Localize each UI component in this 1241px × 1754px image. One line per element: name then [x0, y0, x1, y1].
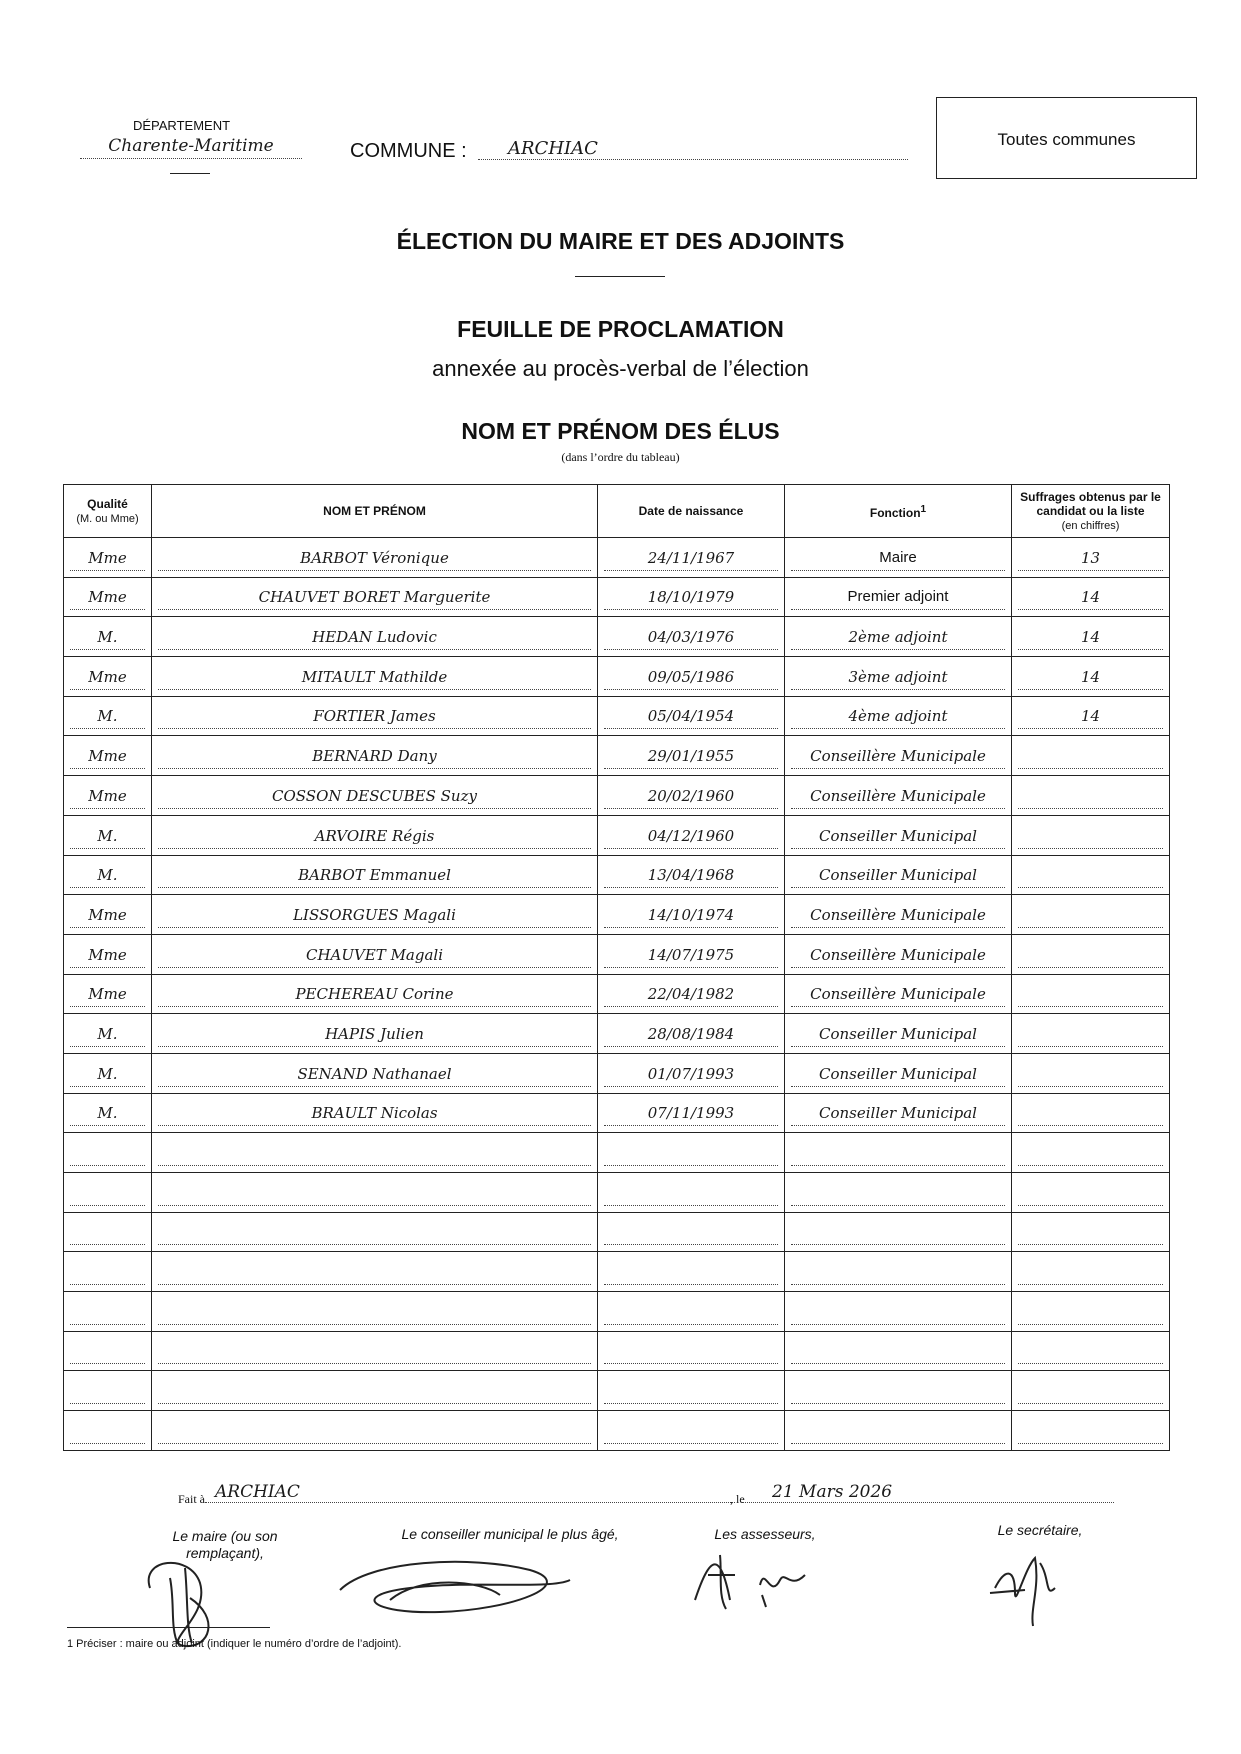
cell-nom: [152, 1053, 598, 1093]
cell-qualite: [64, 538, 152, 578]
cell-nom: [152, 855, 598, 895]
qualite-value: M.: [70, 824, 145, 849]
header-nom-label: NOM ET PRÉNOM: [323, 504, 426, 518]
cell-nom: [152, 974, 598, 1014]
cell-qualite: [64, 577, 152, 617]
suffrages-value: [1018, 1101, 1163, 1126]
cell-qualite: [64, 1093, 152, 1133]
nom-value: SENAND Nathanael: [158, 1062, 591, 1087]
suffrages-value: 14: [1018, 585, 1163, 610]
nom-value: COSSON DESCUBES Suzy: [158, 784, 591, 809]
cell-fonction: [785, 1133, 1012, 1173]
title-divider: [575, 276, 665, 277]
header-date-label: Date de naissance: [638, 504, 744, 518]
cell-fonction: [785, 895, 1012, 935]
nom-value: LISSORGUES Magali: [158, 903, 591, 928]
table-row: [64, 1252, 1170, 1292]
qualite-value: [70, 1260, 145, 1285]
cell-date: [598, 1133, 785, 1173]
cell-fonction: [785, 1014, 1012, 1054]
cell-fonction: [785, 577, 1012, 617]
date-value: 22/04/1982: [604, 982, 778, 1007]
fonction-value: [791, 1339, 1005, 1364]
cell-nom: [152, 1212, 598, 1252]
fonction-value: Conseillère Municipale: [791, 744, 1005, 769]
cell-fonction: [785, 1093, 1012, 1133]
table-row: [64, 1212, 1170, 1252]
cell-fonction: [785, 736, 1012, 776]
signature-secretaire-mark: [985, 1548, 1065, 1628]
nom-value: [158, 1181, 591, 1206]
suffrages-value: [1018, 863, 1163, 888]
cell-suffrages: [1012, 1133, 1170, 1173]
nom-value: [158, 1141, 591, 1166]
table-row: [64, 1133, 1170, 1173]
fonction-value: Conseillère Municipale: [791, 903, 1005, 928]
cell-qualite: [64, 855, 152, 895]
cell-nom: [152, 617, 598, 657]
header-date: [598, 485, 785, 538]
cell-qualite: [64, 1212, 152, 1252]
signature-maire-mark: [130, 1548, 230, 1648]
departement-divider: [170, 173, 210, 174]
table-row: [64, 855, 1170, 895]
signature-assesseurs-label: Les assesseurs,: [714, 1526, 816, 1542]
commune-label: COMMUNE :: [350, 140, 467, 162]
departement-value: Charente-Maritime: [80, 136, 302, 159]
cell-fonction: [785, 776, 1012, 816]
suffrages-value: [1018, 1339, 1163, 1364]
cell-date: [598, 1331, 785, 1371]
table-row: [64, 934, 1170, 974]
fonction-value: 4ème adjoint: [791, 704, 1005, 729]
date-value: [604, 1339, 778, 1364]
main-title: ÉLECTION DU MAIRE ET DES ADJOINTS: [396, 228, 845, 254]
table-header-row: [64, 485, 1170, 538]
date-value: 20/02/1960: [604, 784, 778, 809]
table-row: [64, 1093, 1170, 1133]
table-row: [64, 538, 1170, 578]
cell-suffrages: [1012, 657, 1170, 697]
cell-qualite: [64, 895, 152, 935]
nom-value: BRAULT Nicolas: [158, 1101, 591, 1126]
cell-suffrages: [1012, 974, 1170, 1014]
cell-suffrages: [1012, 895, 1170, 935]
cell-date: [598, 1292, 785, 1332]
header-fonction-label: Fonction: [869, 505, 921, 520]
fonction-value: [791, 1220, 1005, 1245]
qualite-value: [70, 1141, 145, 1166]
cell-fonction: [785, 974, 1012, 1014]
header-qualite-sub: (M. ou Mme): [76, 512, 139, 525]
footnote: 1 Préciser : maire ou adjoint (indiquer le numéro d’ordre de l’adjoint).: [67, 1638, 402, 1650]
date-value: 14/10/1974: [604, 903, 778, 928]
header-suffrages: [1012, 485, 1170, 538]
signature-conseiller-label: Le conseiller municipal le plus âgé,: [401, 1526, 619, 1542]
date-value: [604, 1220, 778, 1245]
fonction-value: Conseiller Municipal: [791, 863, 1005, 888]
cell-nom: [152, 1331, 598, 1371]
cell-fonction: [785, 1331, 1012, 1371]
fonction-value: [791, 1181, 1005, 1206]
table-row: [64, 1053, 1170, 1093]
date-value: 13/04/1968: [604, 863, 778, 888]
nom-value: [158, 1339, 591, 1364]
table-row: [64, 776, 1170, 816]
nom-value: [158, 1379, 591, 1404]
header-suffrages-label: Suffrages obtenus par le candidat ou la liste: [1020, 489, 1161, 518]
cell-nom: [152, 776, 598, 816]
fonction-value: [791, 1141, 1005, 1166]
cell-date: [598, 696, 785, 736]
cell-date: [598, 855, 785, 895]
cell-nom: [152, 1292, 598, 1332]
suffrages-value: [1018, 1300, 1163, 1325]
qualite-value: Mme: [70, 665, 145, 690]
cell-date: [598, 1053, 785, 1093]
date-value: 04/03/1976: [604, 625, 778, 650]
noms-title: NOM ET PRÉNOM DES ÉLUS: [461, 418, 780, 444]
cell-date: [598, 1212, 785, 1252]
cell-qualite: [64, 1331, 152, 1371]
cell-fonction: [785, 1173, 1012, 1213]
fonction-value: Conseiller Municipal: [791, 1022, 1005, 1047]
cell-fonction: [785, 538, 1012, 578]
cell-nom: [152, 1093, 598, 1133]
cell-nom: [152, 657, 598, 697]
qualite-value: [70, 1181, 145, 1206]
suffrages-value: [1018, 1379, 1163, 1404]
suffrages-value: [1018, 982, 1163, 1007]
table-row: [64, 1411, 1170, 1451]
cell-qualite: [64, 1411, 152, 1451]
table-row: [64, 895, 1170, 935]
cell-fonction: [785, 1053, 1012, 1093]
qualite-value: Mme: [70, 585, 145, 610]
qualite-value: Mme: [70, 744, 145, 769]
date-value: [604, 1141, 778, 1166]
cell-qualite: [64, 815, 152, 855]
qualite-value: [70, 1220, 145, 1245]
cell-fonction: [785, 1411, 1012, 1451]
cell-nom: [152, 577, 598, 617]
qualite-value: M.: [70, 1062, 145, 1087]
cell-qualite: [64, 1133, 152, 1173]
cell-date: [598, 1093, 785, 1133]
nom-value: HEDAN Ludovic: [158, 625, 591, 650]
cell-nom: [152, 1133, 598, 1173]
footnote-divider: [67, 1627, 270, 1628]
cell-suffrages: [1012, 776, 1170, 816]
toutes-communes-label: Toutes communes: [997, 130, 1136, 149]
date-value: 04/12/1960: [604, 824, 778, 849]
cell-qualite: [64, 1371, 152, 1411]
nom-value: HAPIS Julien: [158, 1022, 591, 1047]
cell-date: [598, 934, 785, 974]
cell-suffrages: [1012, 1014, 1170, 1054]
cell-suffrages: [1012, 617, 1170, 657]
suffrages-value: 14: [1018, 625, 1163, 650]
cell-qualite: [64, 934, 152, 974]
cell-nom: [152, 736, 598, 776]
cell-fonction: [785, 696, 1012, 736]
cell-suffrages: [1012, 815, 1170, 855]
nom-value: BERNARD Dany: [158, 744, 591, 769]
cell-nom: [152, 934, 598, 974]
cell-qualite: [64, 657, 152, 697]
ordre-subtitle: (dans l’ordre du tableau): [561, 450, 680, 464]
cell-date: [598, 815, 785, 855]
signature-conseiller-mark: [330, 1550, 580, 1620]
suffrages-value: 13: [1018, 546, 1163, 571]
cell-suffrages: [1012, 1093, 1170, 1133]
qualite-value: M.: [70, 1022, 145, 1047]
table-row: [64, 657, 1170, 697]
qualite-value: Mme: [70, 943, 145, 968]
nom-value: PECHEREAU Corine: [158, 982, 591, 1007]
commune-value: ARCHIAC: [478, 138, 908, 160]
table-row: [64, 577, 1170, 617]
cell-fonction: [785, 1371, 1012, 1411]
nom-value: [158, 1220, 591, 1245]
fonction-value: [791, 1419, 1005, 1444]
departement-label: DÉPARTEMENT: [133, 118, 231, 133]
qualite-value: [70, 1379, 145, 1404]
cell-suffrages: [1012, 855, 1170, 895]
header-fonction: [785, 485, 1012, 538]
cell-date: [598, 1252, 785, 1292]
elus-table: [63, 484, 1170, 1451]
cell-suffrages: [1012, 934, 1170, 974]
table-row: [64, 974, 1170, 1014]
qualite-value: M.: [70, 704, 145, 729]
cell-date: [598, 1411, 785, 1451]
nom-value: ARVOIRE Régis: [158, 824, 591, 849]
cell-qualite: [64, 1053, 152, 1093]
header-fonction-footnote-mark: 1: [920, 503, 927, 515]
header-qualite-label: Qualité: [87, 496, 128, 511]
table-row: [64, 617, 1170, 657]
suffrages-value: [1018, 1260, 1163, 1285]
signature-assesseurs-mark: [690, 1545, 820, 1615]
cell-fonction: [785, 657, 1012, 697]
cell-date: [598, 577, 785, 617]
cell-qualite: [64, 1014, 152, 1054]
feuille-title: FEUILLE DE PROCLAMATION: [457, 316, 784, 342]
cell-fonction: [785, 855, 1012, 895]
nom-value: CHAUVET Magali: [158, 943, 591, 968]
cell-suffrages: [1012, 1411, 1170, 1451]
fonction-value: Premier adjoint: [791, 585, 1005, 610]
fonction-value: 2ème adjoint: [791, 625, 1005, 650]
cell-fonction: [785, 934, 1012, 974]
date-value: 01/07/1993: [604, 1062, 778, 1087]
table-row: [64, 815, 1170, 855]
cell-qualite: [64, 736, 152, 776]
cell-suffrages: [1012, 696, 1170, 736]
table-row: [64, 1292, 1170, 1332]
suffrages-value: [1018, 824, 1163, 849]
cell-nom: [152, 815, 598, 855]
table-row: [64, 1371, 1170, 1411]
header-qualite: [64, 485, 152, 538]
cell-fonction: [785, 617, 1012, 657]
table-row: [64, 736, 1170, 776]
date-value: 21 Mars 2026: [742, 1482, 1114, 1503]
date-value: 09/05/1986: [604, 665, 778, 690]
annexe-subtitle: annexée au procès-verbal de l’élection: [432, 356, 809, 381]
nom-value: MITAULT Mathilde: [158, 665, 591, 690]
fonction-value: Conseillère Municipale: [791, 982, 1005, 1007]
cell-qualite: [64, 696, 152, 736]
cell-suffrages: [1012, 1292, 1170, 1332]
suffrages-value: [1018, 1419, 1163, 1444]
date-value: [604, 1419, 778, 1444]
table-body: [64, 538, 1170, 1451]
suffrages-value: [1018, 1062, 1163, 1087]
nom-value: BARBOT Véronique: [158, 546, 591, 571]
qualite-value: Mme: [70, 784, 145, 809]
signature-maire-label: Le maire (ou son remplaçant),: [172, 1528, 278, 1561]
cell-nom: [152, 538, 598, 578]
cell-suffrages: [1012, 736, 1170, 776]
nom-value: CHAUVET BORET Marguerite: [158, 585, 591, 610]
cell-suffrages: [1012, 1053, 1170, 1093]
date-value: 28/08/1984: [604, 1022, 778, 1047]
cell-date: [598, 538, 785, 578]
cell-nom: [152, 1411, 598, 1451]
suffrages-value: [1018, 784, 1163, 809]
nom-value: [158, 1419, 591, 1444]
cell-qualite: [64, 617, 152, 657]
fonction-value: [791, 1379, 1005, 1404]
cell-fonction: [785, 1212, 1012, 1252]
suffrages-value: [1018, 1022, 1163, 1047]
cell-qualite: [64, 1292, 152, 1332]
header-suffrages-sub: (en chiffres): [1061, 519, 1120, 532]
cell-fonction: [785, 1292, 1012, 1332]
fonction-value: [791, 1260, 1005, 1285]
cell-qualite: [64, 1252, 152, 1292]
nom-value: [158, 1260, 591, 1285]
date-value: [604, 1260, 778, 1285]
fonction-value: Conseillère Municipale: [791, 784, 1005, 809]
date-value: [604, 1181, 778, 1206]
cell-qualite: [64, 776, 152, 816]
signature-secretaire-label: Le secrétaire,: [997, 1522, 1083, 1538]
date-value: [604, 1379, 778, 1404]
qualite-value: M.: [70, 625, 145, 650]
fonction-value: [791, 1300, 1005, 1325]
cell-date: [598, 736, 785, 776]
date-label: , le: [730, 1492, 745, 1506]
table-row: [64, 1173, 1170, 1213]
fonction-value: 3ème adjoint: [791, 665, 1005, 690]
cell-suffrages: [1012, 538, 1170, 578]
fonction-value: Conseiller Municipal: [791, 1101, 1005, 1126]
cell-suffrages: [1012, 1252, 1170, 1292]
qualite-value: Mme: [70, 982, 145, 1007]
cell-suffrages: [1012, 577, 1170, 617]
header-nom: [152, 485, 598, 538]
qualite-value: Mme: [70, 903, 145, 928]
cell-suffrages: [1012, 1371, 1170, 1411]
fait-value: ARCHIAC: [205, 1482, 735, 1503]
cell-date: [598, 1014, 785, 1054]
date-value: 05/04/1954: [604, 704, 778, 729]
date-value: 24/11/1967: [604, 546, 778, 571]
suffrages-value: 14: [1018, 704, 1163, 729]
cell-suffrages: [1012, 1173, 1170, 1213]
date-value: 07/11/1993: [604, 1101, 778, 1126]
fonction-value: Conseiller Municipal: [791, 824, 1005, 849]
cell-date: [598, 1371, 785, 1411]
suffrages-value: [1018, 1220, 1163, 1245]
nom-value: BARBOT Emmanuel: [158, 863, 591, 888]
cell-qualite: [64, 1173, 152, 1213]
suffrages-value: [1018, 903, 1163, 928]
cell-fonction: [785, 1252, 1012, 1292]
fonction-value: Conseillère Municipale: [791, 943, 1005, 968]
nom-value: FORTIER James: [158, 704, 591, 729]
toutes-communes-box: [936, 97, 1197, 179]
cell-date: [598, 776, 785, 816]
fonction-value: Maire: [791, 546, 1005, 571]
cell-nom: [152, 1014, 598, 1054]
cell-nom: [152, 895, 598, 935]
qualite-value: [70, 1339, 145, 1364]
qualite-value: Mme: [70, 546, 145, 571]
cell-date: [598, 657, 785, 697]
qualite-value: [70, 1300, 145, 1325]
fonction-value: Conseiller Municipal: [791, 1062, 1005, 1087]
suffrages-value: 14: [1018, 665, 1163, 690]
date-value: 14/07/1975: [604, 943, 778, 968]
table-row: [64, 696, 1170, 736]
cell-date: [598, 895, 785, 935]
cell-nom: [152, 1252, 598, 1292]
date-value: [604, 1300, 778, 1325]
suffrages-value: [1018, 744, 1163, 769]
cell-date: [598, 617, 785, 657]
cell-qualite: [64, 974, 152, 1014]
suffrages-value: [1018, 1181, 1163, 1206]
suffrages-value: [1018, 943, 1163, 968]
date-value: 29/01/1955: [604, 744, 778, 769]
qualite-value: [70, 1419, 145, 1444]
suffrages-value: [1018, 1141, 1163, 1166]
table-row: [64, 1014, 1170, 1054]
cell-nom: [152, 696, 598, 736]
fait-label: Fait à: [178, 1492, 205, 1506]
qualite-value: M.: [70, 1101, 145, 1126]
qualite-value: M.: [70, 863, 145, 888]
cell-fonction: [785, 815, 1012, 855]
date-value: 18/10/1979: [604, 585, 778, 610]
cell-nom: [152, 1371, 598, 1411]
nom-value: [158, 1300, 591, 1325]
cell-suffrages: [1012, 1212, 1170, 1252]
cell-nom: [152, 1173, 598, 1213]
table-row: [64, 1331, 1170, 1371]
cell-date: [598, 974, 785, 1014]
cell-date: [598, 1173, 785, 1213]
cell-suffrages: [1012, 1331, 1170, 1371]
